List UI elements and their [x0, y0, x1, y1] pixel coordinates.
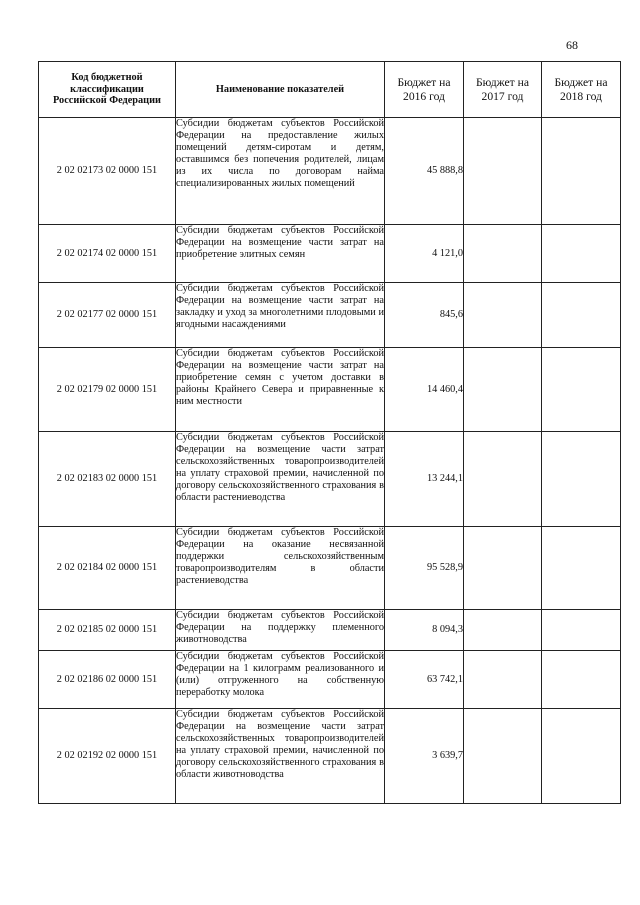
indicator-name-cell: Субсидии бюджетам субъектов Российской Федерации на оказание несвязанной поддержки сельскохозяйственным товаропроизводителям в области растениеводства: [176, 527, 385, 610]
budget-2016-cell: 13 244,1: [385, 432, 464, 527]
classification-code-cell: 2 02 02174 02 0000 151: [39, 225, 176, 283]
classification-code-cell: 2 02 02173 02 0000 151: [39, 118, 176, 225]
budget-2017-cell: [464, 118, 542, 225]
table-row: [39, 348, 621, 432]
column-header-code: Код бюджетной классификации Российской Федерации: [39, 62, 176, 118]
budget-2018-cell: [542, 118, 621, 225]
table-row: [39, 118, 621, 225]
table-row: [39, 432, 621, 527]
classification-code-cell: 2 02 02186 02 0000 151: [39, 651, 176, 709]
indicator-name-cell: Субсидии бюджетам субъектов Российской Федерации на возмещение части затрат на приобретение семян с учетом доставки в районы Крайнего Севера и приравненные к ним местности: [176, 348, 385, 432]
table-row: [39, 527, 621, 610]
budget-2017-cell: [464, 527, 542, 610]
budget-2016-cell: 3 639,7: [385, 709, 464, 804]
classification-code-cell: 2 02 02177 02 0000 151: [39, 283, 176, 348]
column-header-name: Наименование показателей: [176, 62, 385, 118]
classification-code-cell: 2 02 02192 02 0000 151: [39, 709, 176, 804]
budget-2017-cell: [464, 610, 542, 651]
budget-2016-cell: 4 121,0: [385, 225, 464, 283]
budget-2018-cell: [542, 283, 621, 348]
table-row: [39, 709, 621, 804]
page-number: 68: [566, 38, 578, 52]
column-header-2018: Бюджет на 2018 год: [542, 62, 621, 118]
indicator-name-cell: Субсидии бюджетам субъектов Российской Федерации на предоставление жилых помещений детям-сиротам и детям, оставшимся без попечения родителей, лицам из их числа по договорам найма специализированных жилых помещений: [176, 118, 385, 225]
indicator-name-cell: Субсидии бюджетам субъектов Российской Федерации на поддержку племенного животноводства: [176, 610, 385, 651]
budget-2018-cell: [542, 610, 621, 651]
budget-2018-cell: [542, 348, 621, 432]
classification-code-cell: 2 02 02179 02 0000 151: [39, 348, 176, 432]
budget-2016-cell: 14 460,4: [385, 348, 464, 432]
classification-code-cell: 2 02 02183 02 0000 151: [39, 432, 176, 527]
budget-2016-cell: 8 094,3: [385, 610, 464, 651]
budget-2017-cell: [464, 348, 542, 432]
budget-2017-cell: [464, 709, 542, 804]
column-header-2017: Бюджет на 2017 год: [464, 62, 542, 118]
budget-2016-cell: 45 888,8: [385, 118, 464, 225]
indicator-name-cell: Субсидии бюджетам субъектов Российской Федерации на возмещение части затрат на закладку и уход за многолетними плодовыми и ягодными насаждениями: [176, 283, 385, 348]
budget-2018-cell: [542, 432, 621, 527]
budget-2016-cell: 63 742,1: [385, 651, 464, 709]
budget-2018-cell: [542, 709, 621, 804]
table-row: [39, 651, 621, 709]
indicator-name-cell: Субсидии бюджетам субъектов Российской Федерации на возмещение части затрат сельскохозяйственных товаропроизводителей на уплату страховой премии, начисленной по договору сельскохозяйственного страхования в области растениеводства: [176, 432, 385, 527]
budget-2018-cell: [542, 225, 621, 283]
budget-2017-cell: [464, 432, 542, 527]
budget-table: [38, 61, 621, 804]
table-row: [39, 283, 621, 348]
indicator-name-cell: Субсидии бюджетам субъектов Российской Федерации на возмещение части затрат сельскохозяйственных товаропроизводителей на уплату страховой премии, начисленной по договору сельскохозяйственного страхования в области животноводства: [176, 709, 385, 804]
classification-code-cell: 2 02 02184 02 0000 151: [39, 527, 176, 610]
table-header-row: [39, 62, 621, 118]
budget-2016-cell: 845,6: [385, 283, 464, 348]
budget-2017-cell: [464, 651, 542, 709]
table-row: [39, 610, 621, 651]
budget-2017-cell: [464, 283, 542, 348]
budget-2017-cell: [464, 225, 542, 283]
column-header-2016: Бюджет на 2016 год: [385, 62, 464, 118]
budget-2018-cell: [542, 651, 621, 709]
budget-2018-cell: [542, 527, 621, 610]
indicator-name-cell: Субсидии бюджетам субъектов Российской Федерации на возмещение части затрат на приобретение элитных семян: [176, 225, 385, 283]
budget-2016-cell: 95 528,9: [385, 527, 464, 610]
indicator-name-cell: Субсидии бюджетам субъектов Российской Федерации на 1 килограмм реализованного и (или) отгруженного на собственную переработку молока: [176, 651, 385, 709]
table-row: [39, 225, 621, 283]
classification-code-cell: 2 02 02185 02 0000 151: [39, 610, 176, 651]
